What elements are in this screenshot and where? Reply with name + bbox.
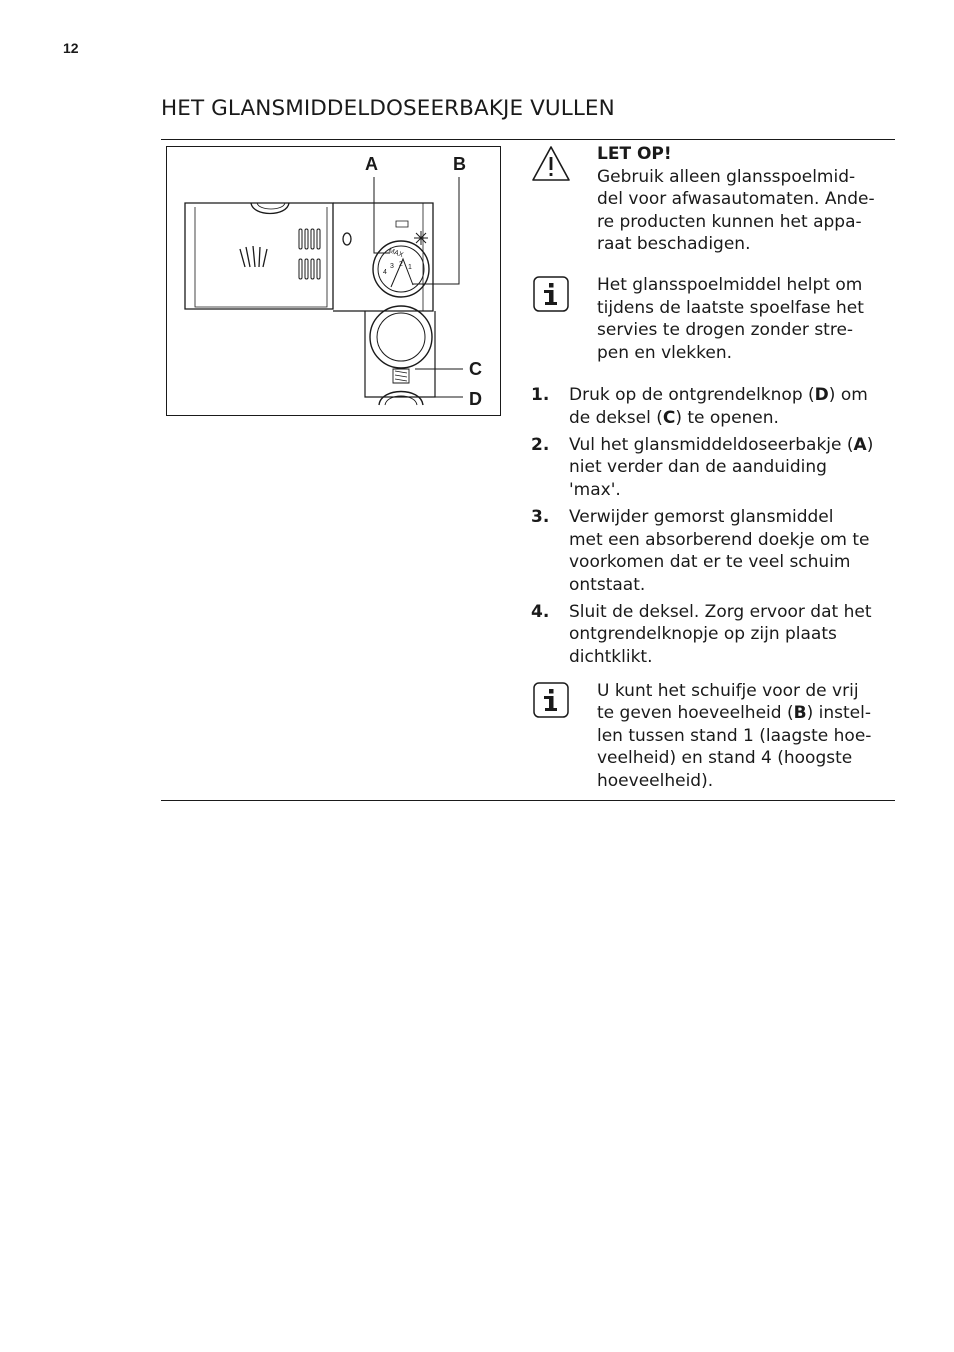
step-2-number: 2. bbox=[531, 434, 550, 455]
info-2-text-b: ) instel- len tussen stand 1 (laagste hoe- veelheid) en stand 4 (hoogste hoeveelheid). bbox=[597, 703, 872, 791]
info-2-body bbox=[597, 680, 895, 793]
top-rule bbox=[161, 139, 895, 140]
step-1-ref-c: C bbox=[662, 407, 676, 428]
caution-title: LET OP! bbox=[597, 144, 672, 164]
step-1-ref-d: D bbox=[814, 385, 829, 405]
step-1-text-a: Druk op de ontgrendelknop ( bbox=[569, 385, 815, 405]
label-d: D bbox=[469, 389, 482, 409]
step-3-number: 3. bbox=[531, 506, 550, 527]
step-1-text-c: ) te openen. bbox=[675, 407, 779, 428]
steps-list bbox=[531, 384, 895, 669]
info-note-1 bbox=[531, 274, 895, 384]
step-4-number: 4. bbox=[531, 601, 550, 622]
info-icon bbox=[533, 276, 569, 312]
info-2-text-a: U kunt het schuifje voor de vrij te geven hoeveelheid ( bbox=[597, 680, 859, 724]
dial-number-2: 2 bbox=[399, 261, 403, 268]
step-2-text-a: Vul het glansmiddeldoseerbakje ( bbox=[569, 434, 854, 455]
instructions-column bbox=[531, 143, 895, 793]
step-1-text-b: ) om de deksel ( bbox=[569, 385, 868, 428]
label-a: A bbox=[365, 154, 378, 174]
step-3-text: Verwijder gemorst glansmiddel met een absorberend doekje om te voorkomen dat er te veel schuim ontstaat. bbox=[569, 506, 870, 595]
dial-max-text: MAX bbox=[387, 247, 405, 260]
label-c: C bbox=[469, 359, 482, 379]
info-note-2 bbox=[531, 680, 895, 793]
info-2-ref-b: B bbox=[793, 703, 807, 724]
info-icon bbox=[533, 682, 569, 718]
dial-number-1: 1 bbox=[408, 264, 412, 271]
dispenser-drawing bbox=[167, 147, 501, 416]
step-2-ref-a: A bbox=[853, 434, 867, 455]
dispenser-illustration bbox=[166, 146, 501, 416]
step-2 bbox=[531, 434, 895, 502]
warning-triangle-icon bbox=[531, 145, 571, 183]
step-1 bbox=[531, 384, 895, 429]
step-3 bbox=[531, 506, 895, 596]
step-2-text-b: ) niet verder dan de aanduiding 'max'. bbox=[569, 434, 874, 500]
step-4 bbox=[531, 601, 895, 669]
dial-number-4: 4 bbox=[383, 269, 387, 276]
caution-note bbox=[531, 143, 895, 259]
dial-number-3: 3 bbox=[390, 263, 394, 270]
step-4-text: Sluit de deksel. Zorg ervoor dat het ontgrendelknopje op zijn plaats dichtklikt. bbox=[569, 601, 872, 668]
label-b: B bbox=[453, 154, 466, 174]
caution-body: Gebruik alleen glansspoelmid- del voor afwasautomaten. Ande- re producten kunnen het appa- raat beschadigen. bbox=[597, 166, 875, 255]
bottom-rule bbox=[161, 800, 895, 801]
section-title: HET GLANSMIDDELDOSEERBAKJE VULLEN bbox=[161, 96, 615, 121]
info-1-body: Het glansspoelmiddel helpt om tijdens de laatste spoelfase het servies te drogen zonder stre- pen en vlekken. bbox=[597, 275, 864, 363]
step-1-number: 1. bbox=[531, 385, 550, 405]
page-number: 12 bbox=[63, 40, 79, 56]
